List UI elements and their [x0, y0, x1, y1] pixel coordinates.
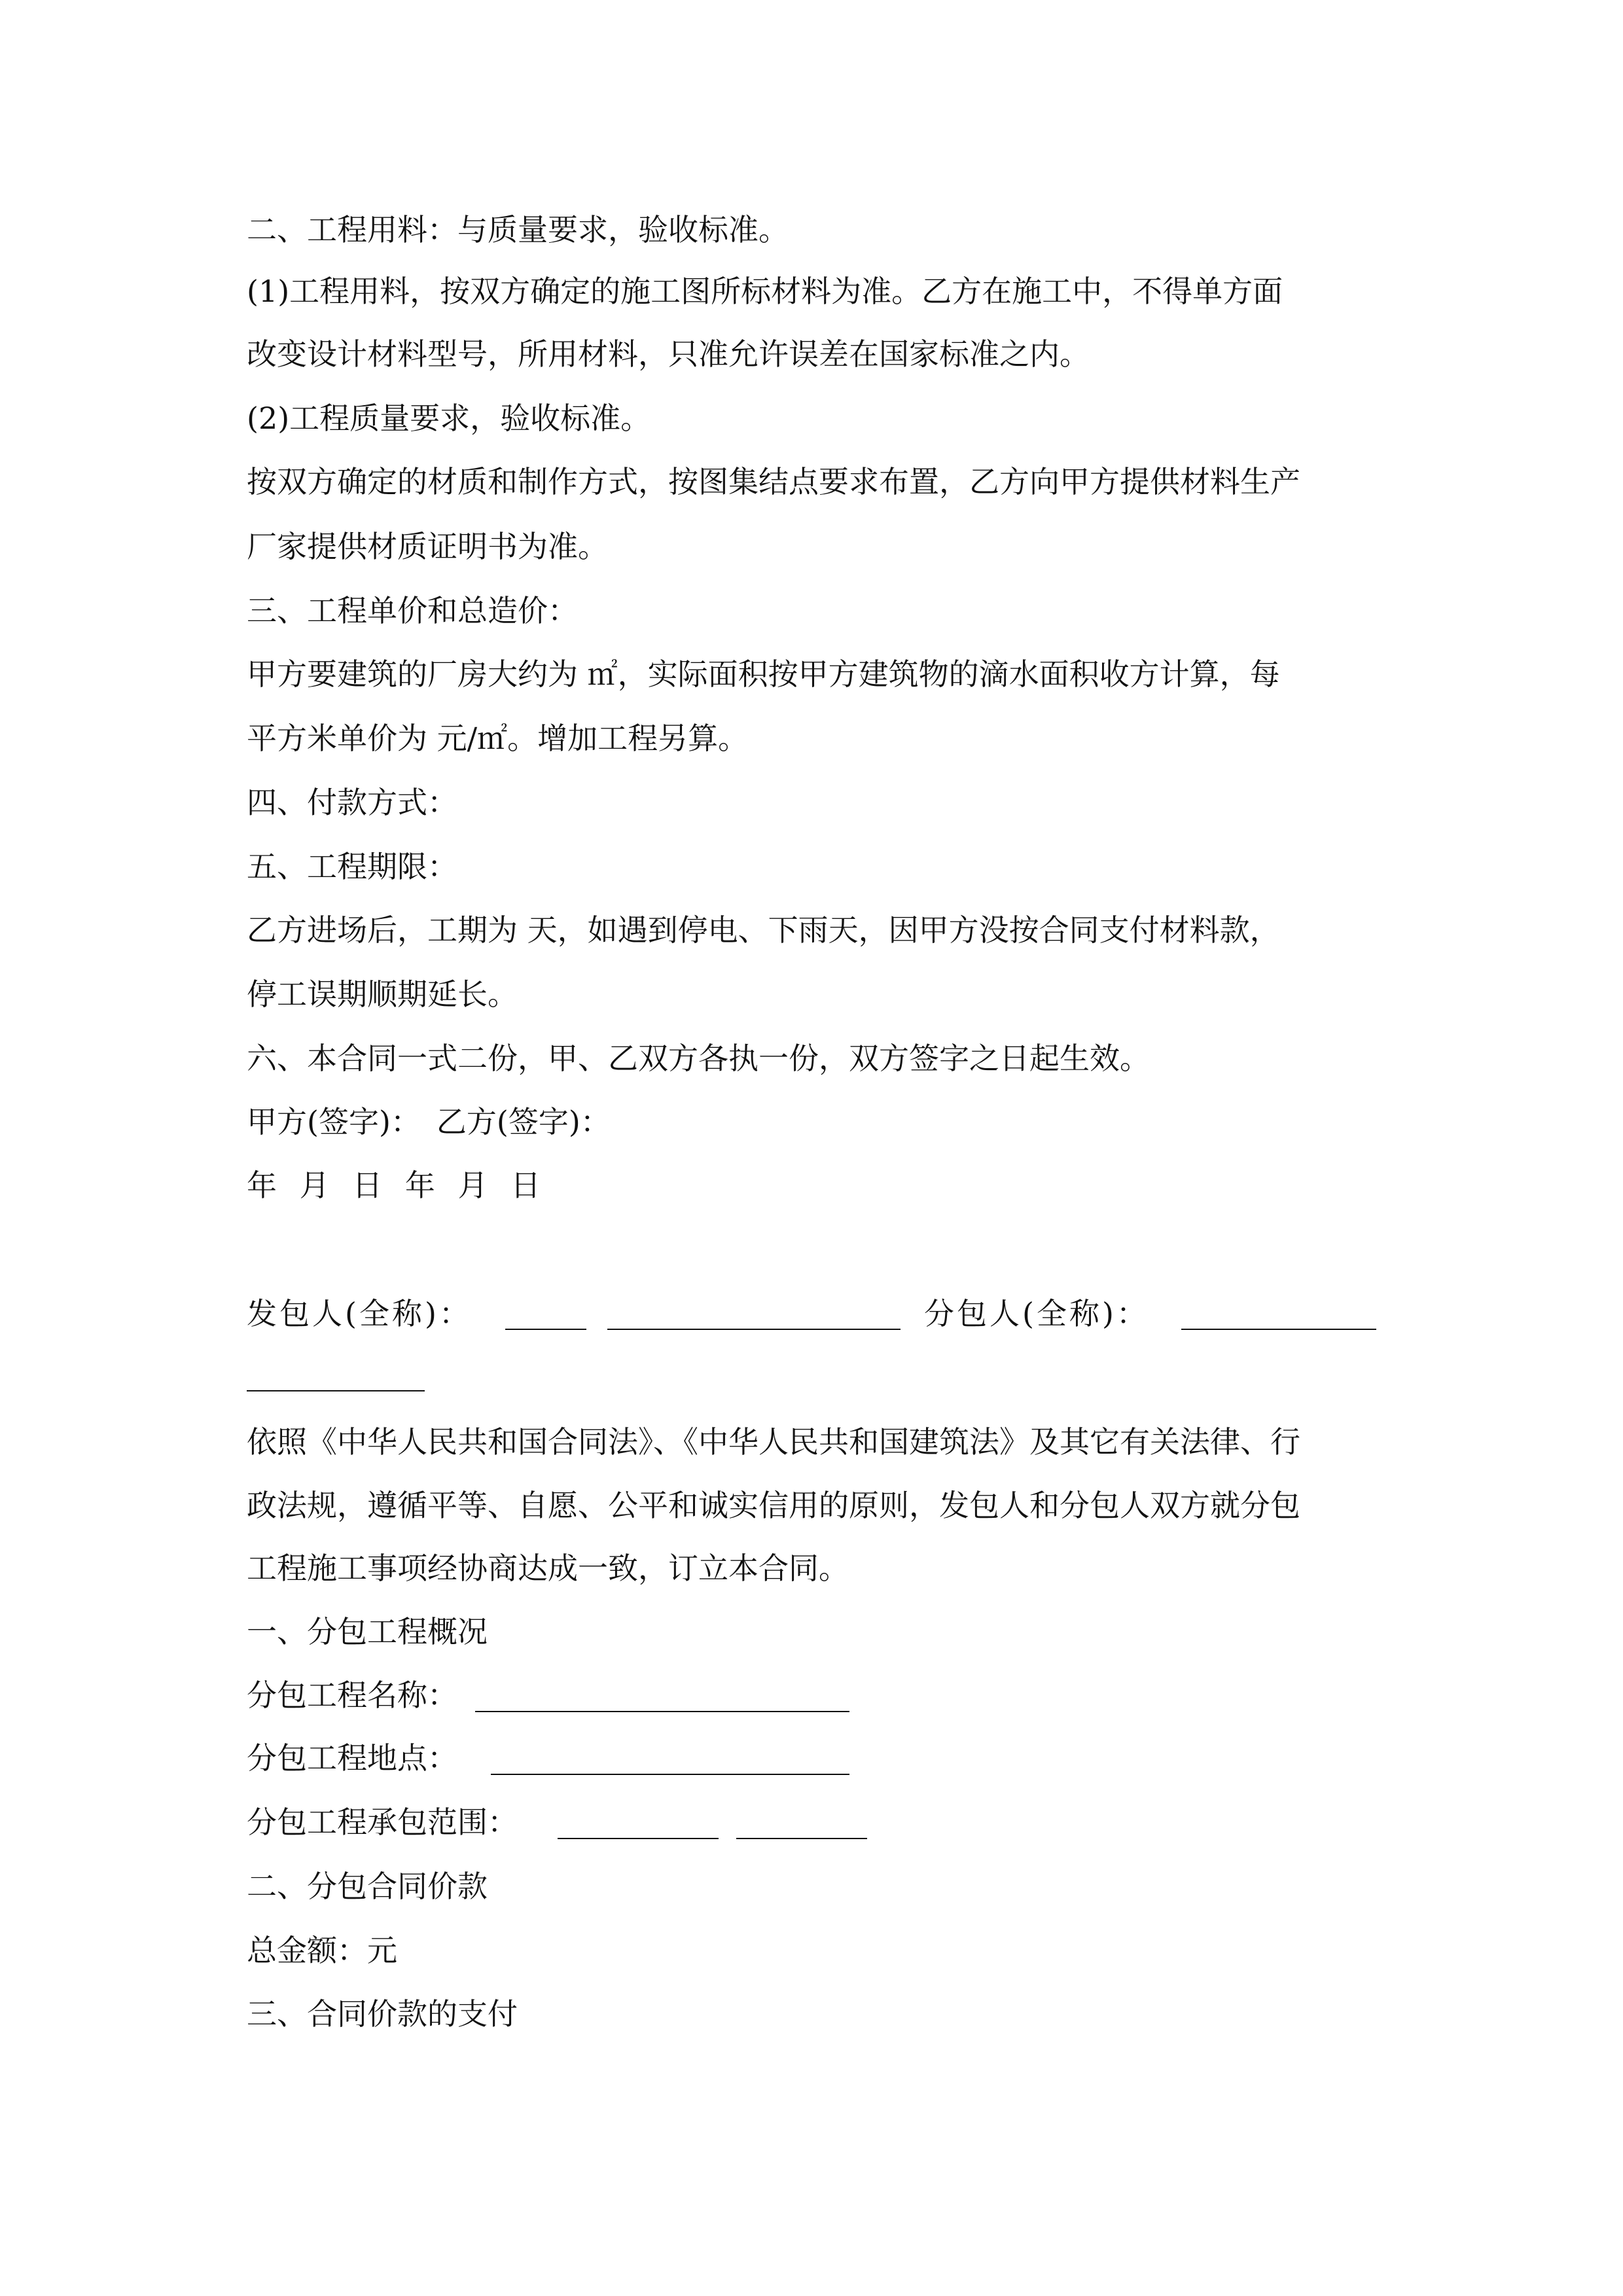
copies-line: 六、本合同一式二份，甲、乙双方各执一份，双方签字之日起生效。 — [247, 1041, 1150, 1076]
price-line2: 平方米单价为 元/㎡。增加工程另算。 — [247, 721, 749, 756]
materials-item2-line1: 按双方确定的材质和制作方式，按图集结点要求布置，乙方向甲方提供材料生产 — [247, 464, 1300, 499]
party-b-sign: 乙方(签字)： — [436, 1104, 611, 1139]
total-amount: 总金额：元 — [247, 1933, 397, 1968]
project-location-blank — [491, 1774, 849, 1775]
materials-item2: (2)工程质量要求，验收标准。 — [247, 401, 651, 436]
contract-price-heading: 二、分包合同价款 — [247, 1869, 488, 1904]
project-scope-blank-2 — [736, 1838, 867, 1839]
signature-line — [247, 1102, 611, 1141]
party-a-sign: 甲方(签字)： — [247, 1104, 421, 1139]
price-heading: 三、工程单价和总造价： — [247, 593, 578, 628]
project-name-blank — [475, 1711, 849, 1712]
employer-name-blank-2 — [607, 1329, 901, 1330]
employer-label: 发包人(全称)： — [247, 1296, 472, 1331]
project-location-label: 分包工程地点： — [247, 1740, 457, 1776]
project-scope-blank — [558, 1838, 719, 1839]
employer-name-blank — [505, 1329, 586, 1330]
materials-item1-line1: (1)工程用料，按双方确定的施工图所标材料为准。乙方在施工中，不得单方面 — [247, 274, 1283, 309]
materials-heading: 二、工程用料：与质量要求，验收标准。 — [247, 212, 789, 247]
price-payment-heading: 三、合同价款的支付 — [247, 1996, 518, 2032]
date-line: 年 月 日 年 月 日 — [247, 1168, 548, 1203]
period-line1: 乙方进场后，工期为 天，如遇到停电、下雨天，因甲方没按合同支付材料款， — [247, 912, 1280, 948]
project-scope-label: 分包工程承包范围： — [247, 1804, 518, 1840]
period-line2: 停工误期顺期延长。 — [247, 977, 518, 1012]
overview-heading: 一、分包工程概况 — [247, 1614, 488, 1649]
subcontractor-label: 分包人(全称)： — [924, 1296, 1149, 1331]
project-name-label: 分包工程名称： — [247, 1677, 457, 1713]
materials-item2-line2: 厂家提供材质证明书为准。 — [247, 529, 608, 564]
subcontractor-name-blank — [1181, 1329, 1376, 1330]
payment-heading: 四、付款方式： — [247, 785, 457, 820]
intro-line3: 工程施工事项经协商达成一致，订立本合同。 — [247, 1551, 849, 1586]
intro-line2: 政法规，遵循平等、自愿、公平和诚实信用的原则，发包人和分包人双方就分包 — [247, 1488, 1300, 1523]
intro-line1: 依照《中华人民共和国合同法》、《中华人民共和国建筑法》及其它有关法律、行 — [247, 1424, 1300, 1460]
subcontractor-name-blank-2 — [247, 1390, 425, 1391]
materials-item1-line2: 改变设计材料型号，所用材料，只准允许误差在国家标准之内。 — [247, 336, 1090, 372]
price-line1: 甲方要建筑的厂房大约为 ㎡，实际面积按甲方建筑物的滴水面积收方计算，每 — [247, 656, 1280, 692]
period-heading: 五、工程期限： — [247, 849, 457, 884]
